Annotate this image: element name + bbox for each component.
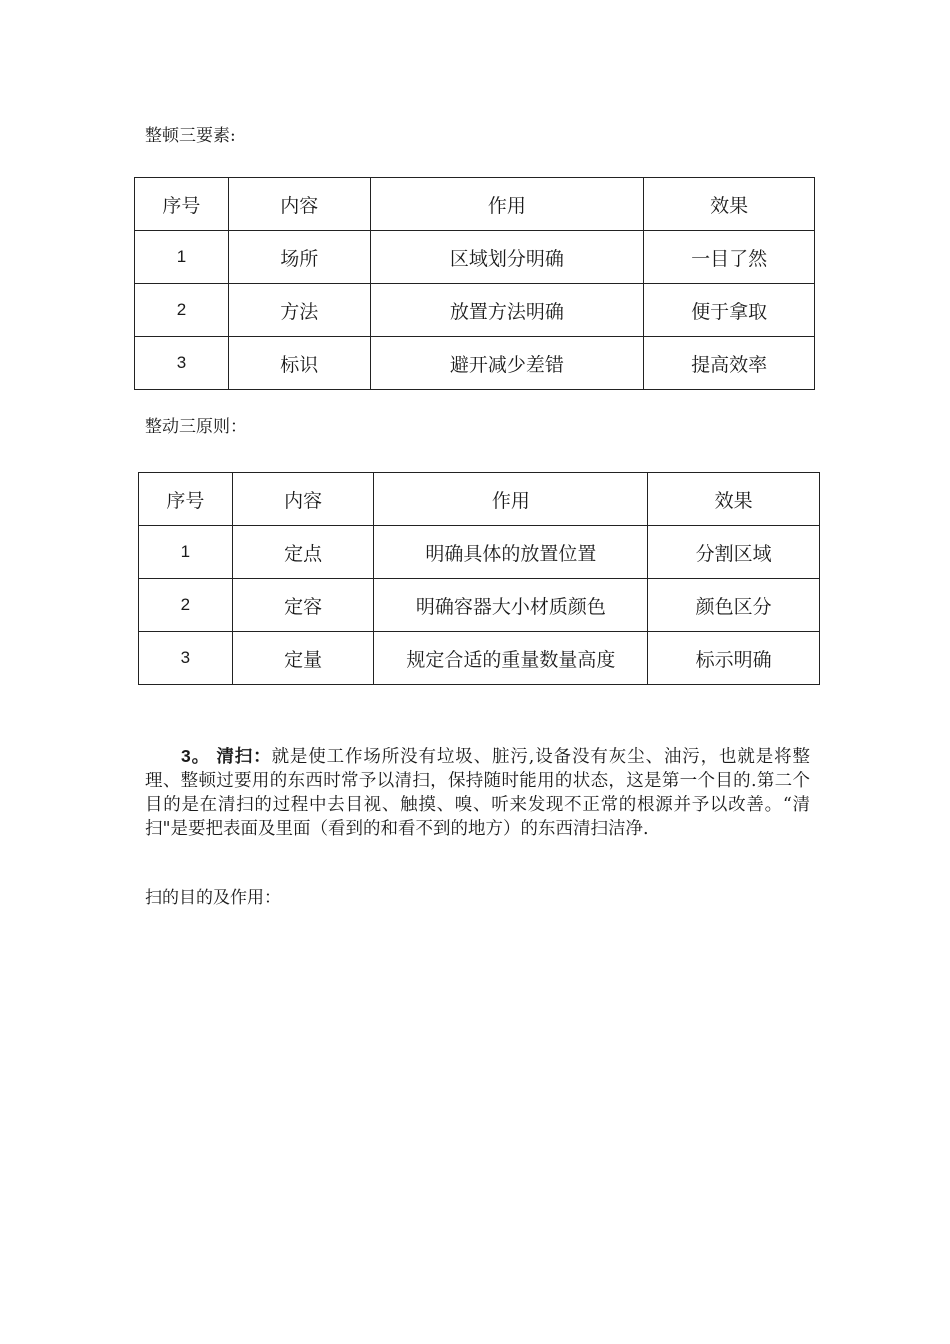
table-cell: 避开减少差错 — [370, 337, 644, 390]
table-arrangement-elements — [134, 177, 815, 390]
header-cell: 序号 — [139, 473, 233, 526]
section3-body: 就是使工作场所没有垃圾、脏污,设备没有灰尘、油污，也就是将整理、整顿过要用的东西时常予以清扫，保持随时能用的状态，这是第一个目的.第二个目的是在清扫的过程中去目视、触摸、嗅、听来发现不正常的根源并予以改善。“清扫"是要把表面及里面（看到的和看不到的地方）的东西清扫洁净. — [145, 747, 810, 839]
header-cell: 作用 — [370, 178, 644, 231]
table-cell: 分割区域 — [648, 526, 820, 579]
table-row — [135, 284, 815, 337]
table-header-row — [139, 473, 820, 526]
table-row — [139, 526, 820, 579]
table-cell: 明确具体的放置位置 — [374, 526, 648, 579]
table-cell: 场所 — [228, 231, 370, 284]
table-cell: 规定合适的重量数量高度 — [374, 632, 648, 685]
table-row — [135, 231, 815, 284]
section1-heading: 整顿三要素: — [145, 126, 236, 146]
section2-heading: 整动三原则： — [145, 417, 247, 437]
header-cell: 内容 — [232, 473, 374, 526]
table-row — [139, 579, 820, 632]
table-cell: 一目了然 — [644, 231, 815, 284]
section3-subheading: 扫的目的及作用： — [145, 888, 281, 908]
table-cell: 3 — [139, 632, 233, 685]
table-row — [135, 337, 815, 390]
table-cell: 区域划分明确 — [370, 231, 644, 284]
table-cell: 提高效率 — [644, 337, 815, 390]
table-cell: 定量 — [232, 632, 374, 685]
table-cell: 3 — [135, 337, 229, 390]
header-cell: 序号 — [135, 178, 229, 231]
section3-paragraph — [145, 744, 810, 841]
table-cell: 2 — [139, 579, 233, 632]
table-cell: 标示明确 — [648, 632, 820, 685]
section3-title: 清扫： — [216, 747, 272, 767]
table-cell: 1 — [139, 526, 233, 579]
table-cell: 1 — [135, 231, 229, 284]
section3-number: 3。 — [181, 746, 210, 766]
table-cell: 放置方法明确 — [370, 284, 644, 337]
header-cell: 内容 — [228, 178, 370, 231]
header-cell: 效果 — [644, 178, 815, 231]
table-cell: 方法 — [228, 284, 370, 337]
table-cell: 定点 — [232, 526, 374, 579]
table-cell: 明确容器大小材质颜色 — [374, 579, 648, 632]
table-cell: 便于拿取 — [644, 284, 815, 337]
table-cell: 定容 — [232, 579, 374, 632]
table-three-principles — [138, 472, 820, 685]
table-cell: 2 — [135, 284, 229, 337]
header-cell: 效果 — [648, 473, 820, 526]
table-cell: 标识 — [228, 337, 370, 390]
table-cell: 颜色区分 — [648, 579, 820, 632]
header-cell: 作用 — [374, 473, 648, 526]
table-header-row — [135, 178, 815, 231]
table-row — [139, 632, 820, 685]
